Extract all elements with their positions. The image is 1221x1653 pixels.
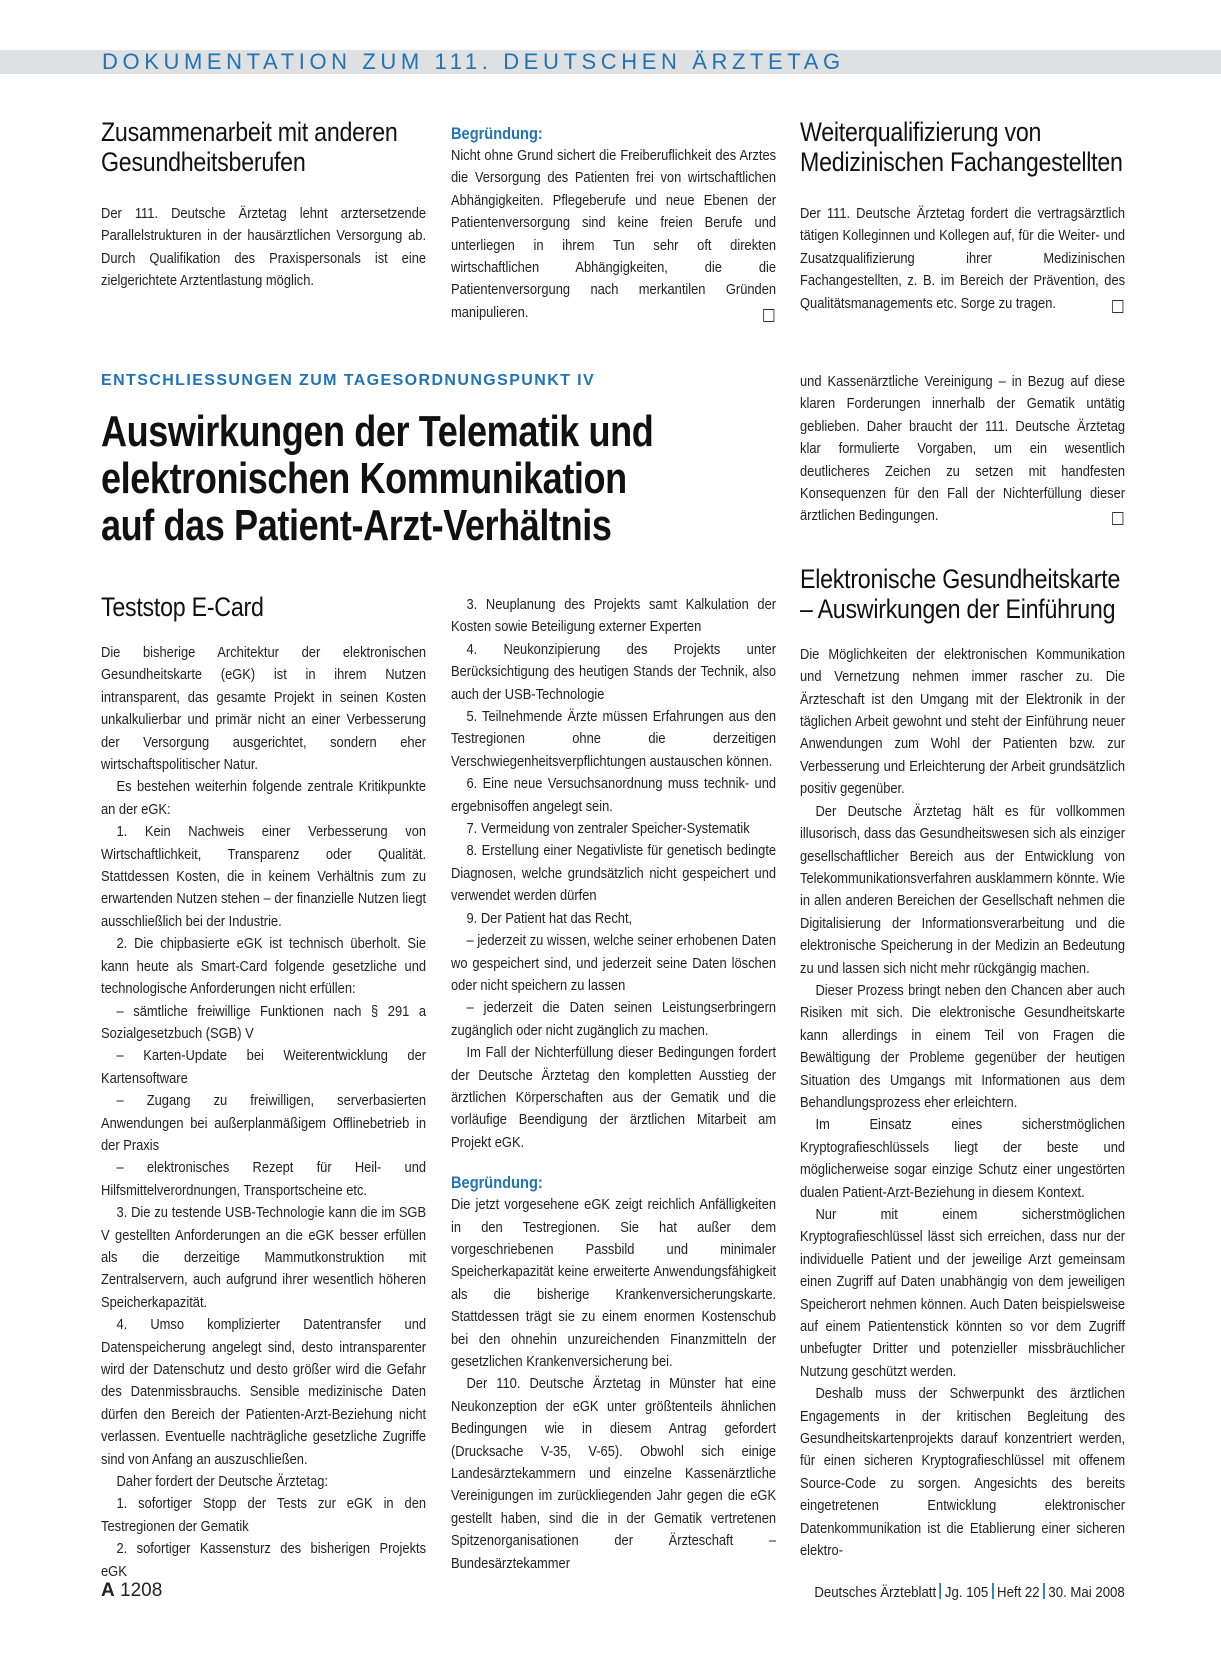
journal-volume: Jg. 105: [945, 1584, 989, 1601]
list-item: 5. Teilnehmende Ärzte müssen Erfahrungen aus den Testregionen ohne die derzeitigen Verschwiegenheitsverpflichtungen austauschen können.: [451, 708, 777, 770]
paragraph: 4. Umso komplizierter Datentransfer und Datenspeicherung angelegt sind, desto intransparenter wird der Datenschutz und desto größer wird die Gefahr des Datenmissbrauchs. Sensible medizinische Daten dürfen den Bereich der Patienten-Arzt-Beziehung nicht verlassen. Eventuelle nachträgliche gesetzliche Zugriffe sind von Anfang an auszuschließen.: [101, 1316, 427, 1468]
heading-elektronische-gesundheitskarte: Elektronische Gesundheitskarte – Auswirkungen der Einführung: [800, 563, 1121, 624]
paragraph: Daher fordert der Deutsche Ärztetag:: [116, 1473, 329, 1491]
heading-teststop-ecard: Teststop E-Card: [101, 592, 264, 622]
article-column-1: [101, 592, 426, 1583]
paragraph: Die bisherige Architektur der elektronischen Gesundheitskarte (eGK) ist in ihrem Nutzen intransparent, das gesamte Projekt in seinen Kosten unkalkulierbar und primär nicht an einer Verbesserung der Versorgung ausgerichtet, sondern eher wirtschaftspolitischer Natur.: [101, 644, 427, 774]
paragraph: 3. Die zu testende USB-Technologie kann die im SGB V gestellten Anforderungen an die eGK besser erfüllen als die derzeitige Mammutkonstruktion mit Zentralservern, auch aufgrund ihrer wesentlich höheren Speicherkapazität.: [101, 1204, 427, 1311]
list-item: 8. Erstellung einer Negativliste für genetisch bedingte Diagnosen, welche grundsätzlich nicht gespeichert und verwendet werden dürfen: [451, 842, 777, 905]
list-item: 9. Der Patient hat das Recht,: [466, 909, 633, 927]
end-of-article-square-icon: [763, 309, 774, 322]
list-item: 2. sofortiger Kassensturz des bisherigen Projekts eGK: [101, 1540, 427, 1580]
paragraph: Die Möglichkeiten der elektronischen Kommunikation und Vernetzung nehmen immer rascher zu. Die Ärzteschaft ist den Umgang mit der Elektronik in der täglichen Arbeit gewohnt und steht der Einführung neuer Anwendungen zum Wohl der Patienten bzw. zur Verbesserung und Erleichterung der Arbeit grundsätzlich positiv gegenüber.: [800, 645, 1126, 798]
paragraph: und Kassenärztliche Vereinigung – in Bezug auf diese klaren Forderungen innerhalb der Gematik untätig geblieben. Daher braucht der 111. Deutsche Ärztetag klar formulierte Vorgaben, um ein wesentlich deutlicheres Zeichen zu setzen mit handfesten Konsequenzen für den Fall der Nichterfüllung dieser ärztlichen Bedingungen.: [800, 373, 1126, 525]
heading-weiterqualifizierung: Weiterqualifizierung von Medizinischen Fachangestellten: [800, 117, 1123, 177]
paragraph: 2. Die chipbasierte eGK ist technisch überholt. Sie kann heute als Smart-Card folgende gesetzliche und technologische Anforderungen nicht erfüllen:: [101, 935, 427, 998]
list-item: – Karten-Update bei Weiterentwicklung der Kartensoftware: [101, 1047, 427, 1087]
heading-zusammenarbeit: Zusammenarbeit mit anderen Gesundheitsberufen: [101, 117, 398, 177]
begruendung-subheading: Begründung:: [451, 124, 543, 143]
headline-line: elektronischen Kommunikation: [101, 454, 627, 503]
top-column-2: [451, 123, 776, 324]
begruendung-subheading: Begründung:: [451, 1173, 543, 1193]
paragraph: Im Einsatz eines sicherstmöglichen Kryptografieschlüssels liegt der beste und möglicherweise sogar einzige Schutz einer ungestörten dualen Patient-Arzt-Beziehung in diesem Kontext.: [800, 1116, 1126, 1201]
paragraph: Der 111. Deutsche Ärztetag lehnt arztersetzende Parallelstrukturen in der hausärztlichen Versorgung ab. Durch Qualifikation des Praxispersonals ist eine zielgerichtete Arztentlastung möglich.: [101, 205, 427, 290]
list-item: – elektronisches Rezept für Heil- und Hilfsmittelverordnungen, Transportscheine etc.: [101, 1159, 427, 1199]
journal-date: 30. Mai 2008: [1048, 1584, 1125, 1601]
section-kicker: ENTSCHLIESSUNGEN ZUM TAGESORDNUNGSPUNKT IV: [101, 372, 596, 389]
page-number: [101, 1580, 162, 1602]
paragraph: Im Fall der Nichterfüllung dieser Bedingungen fordert der Deutsche Ärztetag den kompletten Ausstieg der ärztlichen Körperschaften aus der Gematik und die vorläufige Beendigung der ärztlichen Mitarbeit am Projekt eGK.: [451, 1044, 777, 1151]
journal-issue: Heft 22: [997, 1584, 1040, 1601]
list-item: – jederzeit zu wissen, welche seiner erhobenen Daten wo gespeichert sind, und jederzeit seine Daten löschen oder nicht speichern zu lassen: [451, 932, 777, 994]
top-column-3: [800, 117, 1125, 315]
paragraph: Der Deutsche Ärztetag hält es für vollkommen illusorisch, dass das Gesundheitswesen sich als einziger gesellschaftlicher Bereich aus der Entwicklung von Telekommunikationsverfahren ausklammern könnte. Wie in allen anderen Bereichen der Gesellschaft nehmen die Digitalisierung der Informationsverarbeitung und die elektronische Speicherung in der Medizin an Bedeutung zu und lassen sich nicht mehr rückgängig machen.: [800, 802, 1126, 977]
top-column-1: [101, 117, 426, 293]
paragraph: Der 110. Deutsche Ärztetag in Münster hat eine Neukonzeption der eGK unter größtenteils ähnlichen Bedingungen wie in diesem Antrag gefordert (Drucksache V-35, V-65). Obwohl sich einige Landesärztekammern und einzelne Kassenärztliche Vereinigungen im zurückliegenden Jahr gegen die eGK gestellt haben, sind die in der Gematik vertretenen Spitzenorganisationen der Ärzteschaft – Bundesärztekammer: [451, 1375, 777, 1572]
list-item: 4. Neukonzipierung des Projekts unter Berücksichtigung des heutigen Stands der Technik, also auch der USB-Technologie: [451, 640, 777, 703]
article-headline: [101, 408, 653, 549]
paragraph: Es bestehen weiterhin folgende zentrale Kritikpunkte an der eGK:: [101, 778, 427, 818]
divider: [992, 1583, 994, 1599]
paragraph: Die jetzt vorgesehene eGK zeigt reichlich Anfälligkeiten in den Testregionen. Sie hat außer dem vorgeschriebenen Passbild und minimaler Speicherkapazität keine erweiterte Anwendungsfähigkeit als die bisherige Krankenversicherungskarte. Stattdessen trägt sie zu einem enormen Kostenschub bei den ohnehin unzureichenden Finanzmitteln der gesetzlichen Krankenversicherung bei.: [451, 1196, 777, 1370]
divider: [1043, 1583, 1045, 1599]
paragraph: 1. Kein Nachweis einer Verbesserung von Wirtschaftlichkeit, Transparenz oder Qualität. Stattdessen Kosten, die in keinem Verhältnis zum zu erwartenden Nutzen stehen – der finanzielle Nutzen liegt ausschließlich bei der Industrie.: [101, 823, 427, 930]
paragraph: Nicht ohne Grund sichert die Freiberuflichkeit des Arztes die Versorgung des Patienten frei von wirtschaftlichen Abhängigkeiten. Pflegeberufe und neue Ebenen der Patientenversorgung sind keine freien Berufe und unterliegen in ihrem Tun sehr oft direkten wirtschaftlichen Abhängigkeiten, die die Patientenversorgung nach merkantilen Gründen manipulieren.: [451, 147, 777, 321]
article-column-3: [800, 371, 1125, 1563]
article-column-2: [451, 594, 776, 1575]
paragraph: Der 111. Deutsche Ärztetag fordert die vertragsärztlich tätigen Kolleginnen und Kollegen auf, für die Weiter- und Zusatzqualifizierung ihrer Medizinischen Fachangestellten, z. B. im Bereich der Prävention, des Qualitätsmanagements etc. Sorge zu tragen.: [800, 205, 1126, 312]
list-item: 7. Vermeidung von zentraler Speicher-Systematik: [466, 820, 750, 838]
end-of-article-square-icon: [1112, 300, 1123, 313]
paragraph: Nur mit einem sicherstmöglichen Kryptografieschlüssel lässt sich erreichen, dass nur der individuelle Patient und der jeweilige Arzt gemeinsam einen Zugriff auf Daten unabhängig von dem jeweiligen Speicherort nehmen können. Auch Daten beispielsweise auf einem Patientenstick könnten so vor dem Zugriff unbefugter Dritter und potenzieller missbräuchlicher Nutzung geschützt werden.: [800, 1206, 1126, 1380]
list-item: – jederzeit die Daten seinen Leistungserbringern zugänglich oder nicht zugänglich zu machen.: [451, 999, 777, 1039]
journal-citation: [815, 1583, 1125, 1601]
section-header-title: DOKUMENTATION ZUM 111. DEUTSCHEN ÄRZTETAG: [102, 49, 845, 74]
paragraph: Deshalb muss der Schwerpunkt des ärztlichen Engagements in der kritischen Begleitung des Gesundheitskartenprojekts darauf konzentriert werden, für einen sicheren Kryptografieschlüssel mit offenem Source-Code zu sorgen. Angesichts des bereits eingetretenen Entwicklung elektronischer Datenkommunikation ist die Etablierung einer sicheren elektro-: [800, 1385, 1126, 1560]
headline-line: auf das Patient-Arzt-Verhältnis: [101, 501, 612, 550]
list-item: – Zugang zu freiwilligen, serverbasierten Anwendungen bei außerplanmäßigem Offlinebetrieb in der Praxis: [101, 1092, 427, 1154]
end-of-article-square-icon: [1112, 512, 1123, 525]
divider: [940, 1583, 942, 1599]
list-item: 3. Neuplanung des Projekts samt Kalkulation der Kosten sowie Beteiligung externer Experten: [451, 596, 777, 636]
headline-line: Auswirkungen der Telematik und: [101, 407, 654, 456]
list-item: 6. Eine neue Versuchsanordnung muss technik- und ergebnisoffen angelegt sein.: [451, 775, 777, 815]
paragraph: Dieser Prozess bringt neben den Chancen aber auch Risiken mit sich. Die elektronische Gesundheitskarte kann allerdings in einem Teil von Fragen die Bewältigung der Probleme gegenüber der heutigen Situation des Umgangs mit Informationen aus dem Behandlungsprozess eher erleichtern.: [800, 981, 1126, 1111]
list-item: 1. sofortiger Stopp der Tests zur eGK in den Testregionen der Gematik: [101, 1495, 427, 1535]
list-item: – sämtliche freiwillige Funktionen nach § 291 a Sozialgesetzbuch (SGB) V: [101, 1002, 427, 1042]
page-prefix: A: [101, 1580, 115, 1601]
page-number-value: 1208: [120, 1580, 163, 1601]
journal-name: Deutsches Ärzteblatt: [814, 1584, 937, 1601]
